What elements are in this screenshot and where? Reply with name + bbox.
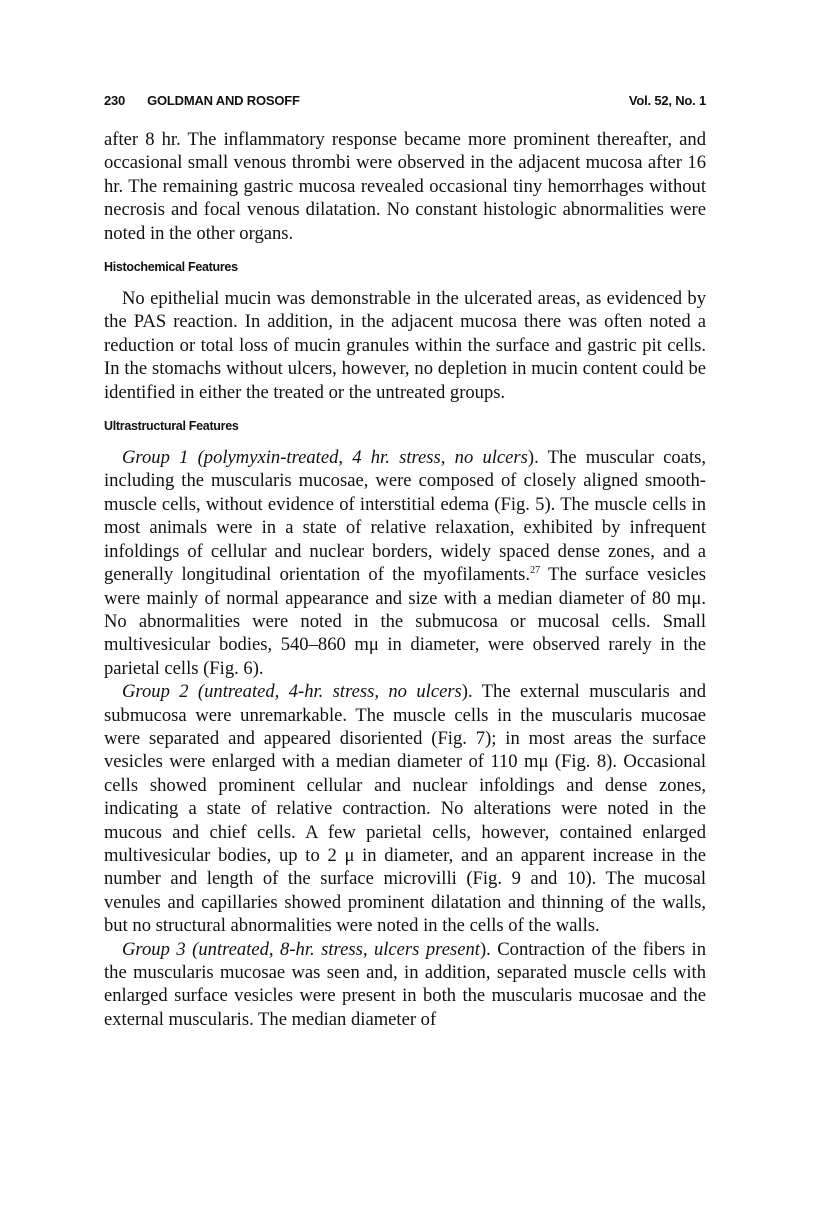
group-1-condition: polymyxin-treated, 4 hr. stress, no ulcers — [203, 447, 528, 469]
running-head — [104, 93, 706, 115]
paragraph-inflammatory-response: after 8 hr. The inflammatory response became more prominent thereafter, and occasional small venous thrombi were observed in the adjacent mucosa after 16 hr. The remaining gastric mucosa revealed occasional tiny hemorrhages without necrosis and focal venous dilatation. No constant histologic abnormalities were noted in the other organs. — [104, 129, 706, 244]
paragraph-group-1 — [104, 446, 706, 680]
running-head-left — [104, 93, 300, 108]
group-1-text-b: The surface vesicles were mainly of normal appearance and size with a median diameter of 80 mμ. No abnormalities were noted in the submucosa or mucosal cells. Small multivesicular bodies, 540–860 mμ in diameter, were observed rarely in the parietal cells (Fig. 6). — [104, 564, 706, 679]
paragraph-group-3 — [104, 938, 706, 1032]
group-3-text: Contraction of the fibers in the muscularis mucosae was seen and, in addition, separated muscle cells with enlarged surface vesicles were present in both the muscularis mucosae and the external muscularis. The median diameter of — [104, 938, 707, 1030]
group-2-condition: untreated, 4-hr. stress, no ulcers — [204, 681, 462, 703]
group-1-text-a: The muscular coats, including the muscularis mucosae, were composed of closely aligned smooth-muscle cells, without evidence of interstitial edema (Fig. 5). The muscle cells in most animals were in a state of relative relaxation, exhibited by infrequent infoldings of cellular and nuclear borders, widely spaced dense zones, and a generally longitudinal orientation of the myofilaments. — [104, 447, 706, 586]
group-3-close: ). — [479, 938, 491, 960]
running-head-volume: Vol. 52, No. 1 — [628, 93, 706, 108]
group-1-label: Group 1 ( — [122, 447, 204, 469]
group-3-condition: untreated, 8-hr. stress, ulcers present — [198, 938, 480, 960]
group-2-text: The external muscularis and submucosa were unremarkable. The muscle cells in the muscularis mucosae were separated and appeared disoriented (Fig. 7); in most areas the surface vesicles were enlarged with a median diameter of 110 mμ (Fig. 8). Occasional cells showed prominent cellular and nuclear infoldings and dense zones, indicating a state of relative contraction. No alterations were noted in the mucous and chief cells. A few parietal cells, however, contained enlarged multivesicular bodies, up to 2 μ in diameter, and an apparent increase in the number and length of the surface microvilli (Fig. 9 and 10). The mucosal venules and capillaries showed prominent dilatation and thinning of the walls, but no structural abnormalities were noted in the cells of the walls. — [104, 681, 706, 937]
group-2-close: ). — [461, 681, 473, 703]
group-3-label: Group 3 ( — [122, 938, 199, 960]
paragraph-histochemical: No epithelial mucin was demonstrable in the ulcerated areas, as evidenced by the PAS reaction. In addition, in the adjacent mucosa there was often noted a reduction or total loss of mucin granules within the surface and gastric pit cells. In the stomachs without ulcers, however, no depletion in mucin content could be identified in either the treated or the untreated groups. — [104, 288, 706, 403]
running-head-authors: GOLDMAN AND ROSOFF — [147, 93, 300, 108]
paragraph-group-2 — [104, 680, 706, 937]
journal-page — [104, 93, 706, 1031]
group-1-close: ). — [527, 447, 539, 469]
page-number: 230 — [104, 93, 126, 108]
heading-ultrastructural-features: Ultrastructural Features — [104, 419, 239, 434]
reference-27: 27 — [530, 565, 541, 577]
heading-histochemical-features: Histochemical Features — [104, 260, 238, 275]
group-2-label: Group 2 ( — [122, 681, 205, 703]
